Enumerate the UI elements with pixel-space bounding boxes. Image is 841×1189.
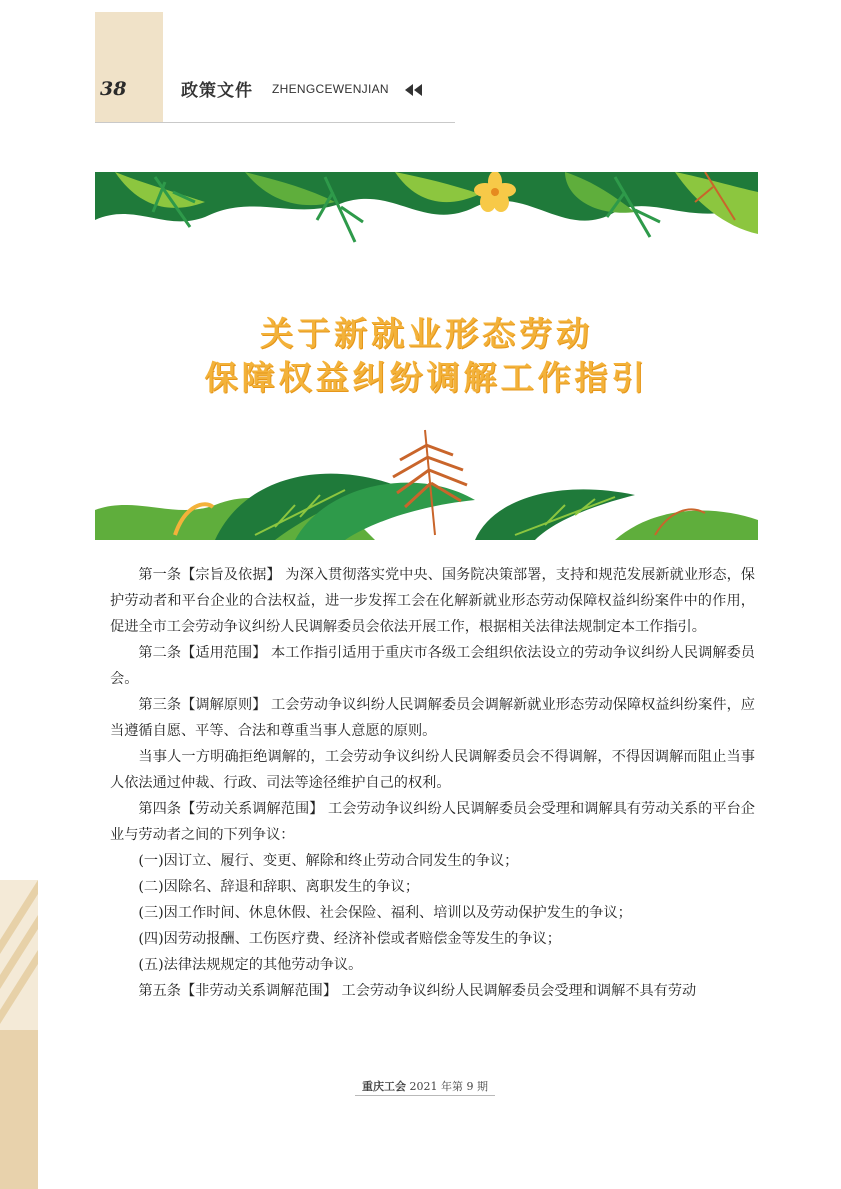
- document-title-line-1: 关于新就业形态劳动: [260, 314, 593, 353]
- magazine-name: 重庆工会: [362, 1080, 406, 1093]
- tropical-leaves-banner-top: [95, 172, 758, 256]
- article-body: [110, 562, 755, 1004]
- header-divider: [95, 122, 455, 123]
- footer: [355, 1078, 495, 1094]
- tropical-leaves-banner-bottom: [95, 425, 758, 540]
- list-item: (三)因工作时间、休息休假、社会保险、福利、培训以及劳动保护发生的争议；: [138, 905, 632, 921]
- document-title-line-2: 保障权益纠纷调解工作指引: [204, 358, 649, 397]
- paragraph-article-5: 第五条【非劳动关系调解范围】 工会劳动争议纠纷人民调解委员会受理和调解不具有劳动: [138, 983, 697, 999]
- paragraph-article-3-clause: 当事人一方明确拒绝调解的，工会劳动争议纠纷人民调解委员会不得调解，不得因调解而阻止当事人依法通过仲裁、行政、司法等途径维护自己的权利。: [110, 749, 755, 791]
- paragraph-article-1: 第一条【宗旨及依据】 为深入贯彻落实党中央、国务院决策部署，支持和规范发展新就业形态，保护劳动者和平台企业的合法权益，进一步发挥工会在化解新就业形态劳动保障权益纠纷案件中的作用，促进全市工会劳动争议纠纷人民调解委员会依法开展工作，根据相关法律法规制定本工作指引。: [110, 567, 755, 635]
- double-left-arrow-icon: [405, 84, 423, 96]
- paragraph-article-3: 第三条【调解原则】 工会劳动争议纠纷人民调解委员会调解新就业形态劳动保障权益纠纷案件，应当遵循自愿、平等、合法和尊重当事人意愿的原则。: [110, 697, 755, 739]
- paragraph-article-2: 第二条【适用范围】 本工作指引适用于重庆市各级工会组织依法设立的劳动争议纠纷人民调解委员会。: [110, 645, 755, 687]
- paragraph-article-4: 第四条【劳动关系调解范围】 工会劳动争议纠纷人民调解委员会受理和调解具有劳动关系的平台企业与劳动者之间的下列争议：: [110, 801, 755, 843]
- decorative-side-stripes: [0, 880, 38, 1189]
- section-pinyin: ZHENGCEWENJIAN: [272, 82, 389, 96]
- list-item: (五)法律法规规定的其他劳动争议。: [138, 957, 363, 973]
- footer-underline: [355, 1095, 495, 1096]
- list-item: (二)因除名、辞退和辞职、离职发生的争议；: [138, 879, 420, 895]
- section-title: 政策文件: [181, 81, 253, 101]
- list-item: (四)因劳动报酬、工伤医疗费、经济补偿或者赔偿金等发生的争议；: [138, 931, 561, 947]
- page-tab: [95, 12, 163, 122]
- page-number: 38: [100, 78, 127, 100]
- issue-number: 2021 年第 9 期: [409, 1080, 488, 1093]
- list-item: (一)因订立、履行、变更、解除和终止劳动合同发生的争议；: [138, 853, 519, 869]
